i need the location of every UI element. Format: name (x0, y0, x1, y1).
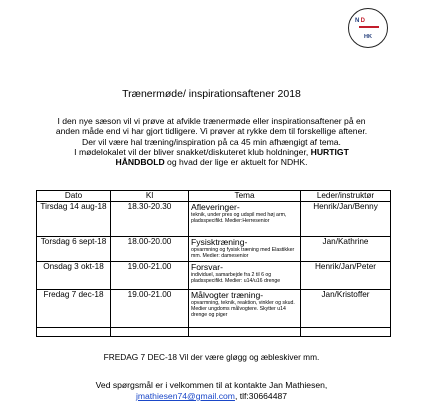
row-date: Onsdag 3 okt-18 (37, 262, 111, 290)
schedule-table (36, 190, 391, 337)
intro-line-2: anden måde end vi har gjort tidligere. Vi prøver at rykke dem til forskellige aftener. (55, 126, 368, 137)
table-empty-row (37, 328, 391, 337)
row-topic: Afleveringer- teknik, under pres og udspil med høj arm, pladsspecifikt. Medier:Herresenior (189, 202, 301, 237)
row-topic: Målvogter træning- opvarmning, teknik, reaktion, vinkler og skud. Medier ungdoms målvogtere. Skytter u14 drenge og piger (189, 290, 301, 328)
logo-hk: HK (364, 34, 372, 40)
email-link[interactable]: jmathiesen74@gmail.com (135, 391, 235, 401)
contact-line: Ved spørgsmål er i velkommen til at kontakte Jan Mathiesen, (95, 380, 328, 390)
phone-text: , tlf:30664487 (234, 391, 288, 401)
row-time: 19.00-21.00 (111, 262, 189, 290)
contact-info (0, 380, 423, 402)
row-topic: Fysisktræning- opvarmning og fysisk træning med Elastikker mm. Medier: damesenior (189, 237, 301, 262)
row-topic: Forsvar- individuel, samarbejde fra 2 til 6 og pladsspecifikt. Medier: u14/u16 drenge (189, 262, 301, 290)
row-date: Fredag 7 dec-18 (37, 290, 111, 328)
row-leader: Henrik/Jan/Peter (301, 262, 391, 290)
intro-paragraph (24, 116, 399, 167)
logo-red-bar (359, 26, 379, 28)
table-row (37, 262, 391, 290)
header-topic: Tema (189, 191, 301, 202)
document-title: Trænermøde/ inspirationsaftener 2018 (122, 88, 301, 100)
table-row (37, 202, 391, 237)
row-time: 18.00-20.00 (111, 237, 189, 262)
footer-note: FREDAG 7 DEC-18 Vil der være gløgg og æbleskiver mm. (103, 352, 320, 362)
table-row (37, 237, 391, 262)
intro-line-1: I den nye sæson vil vi prøve at afvikle trænermøde eller inspirationsaftener på en (57, 116, 366, 126)
intro-line-4: I mødelokalet vil der bliver snakket/diskuteret klub holdninger, HURTIGT (74, 146, 349, 157)
row-time: 18.30-20.30 (111, 202, 189, 237)
row-date: Tirsdag 14 aug-18 (37, 202, 111, 237)
table-row (37, 290, 391, 328)
row-leader: Jan/Kristoffer (301, 290, 391, 328)
header-date: Dato (37, 191, 111, 202)
intro-line-3: Der vil være hal træning/inspiration på ca 45 min afhængigt af tema. (82, 136, 341, 147)
intro-line-5: HÅNDBOLD og hvad der lige er aktuelt for NDHK. (115, 157, 308, 168)
row-leader: Jan/Kathrine (301, 237, 391, 262)
header-time: Kl (111, 191, 189, 202)
row-leader: Henrik/Jan/Benny (301, 202, 391, 237)
header-leader: Leder/instruktør (301, 191, 391, 202)
row-time: 19.00-21.00 (111, 290, 189, 328)
contact-email-line (0, 391, 423, 402)
club-logo (348, 8, 388, 48)
logo-letters: N D (355, 18, 365, 24)
row-date: Torsdag 6 sept-18 (37, 237, 111, 262)
table-header-row (37, 191, 391, 202)
